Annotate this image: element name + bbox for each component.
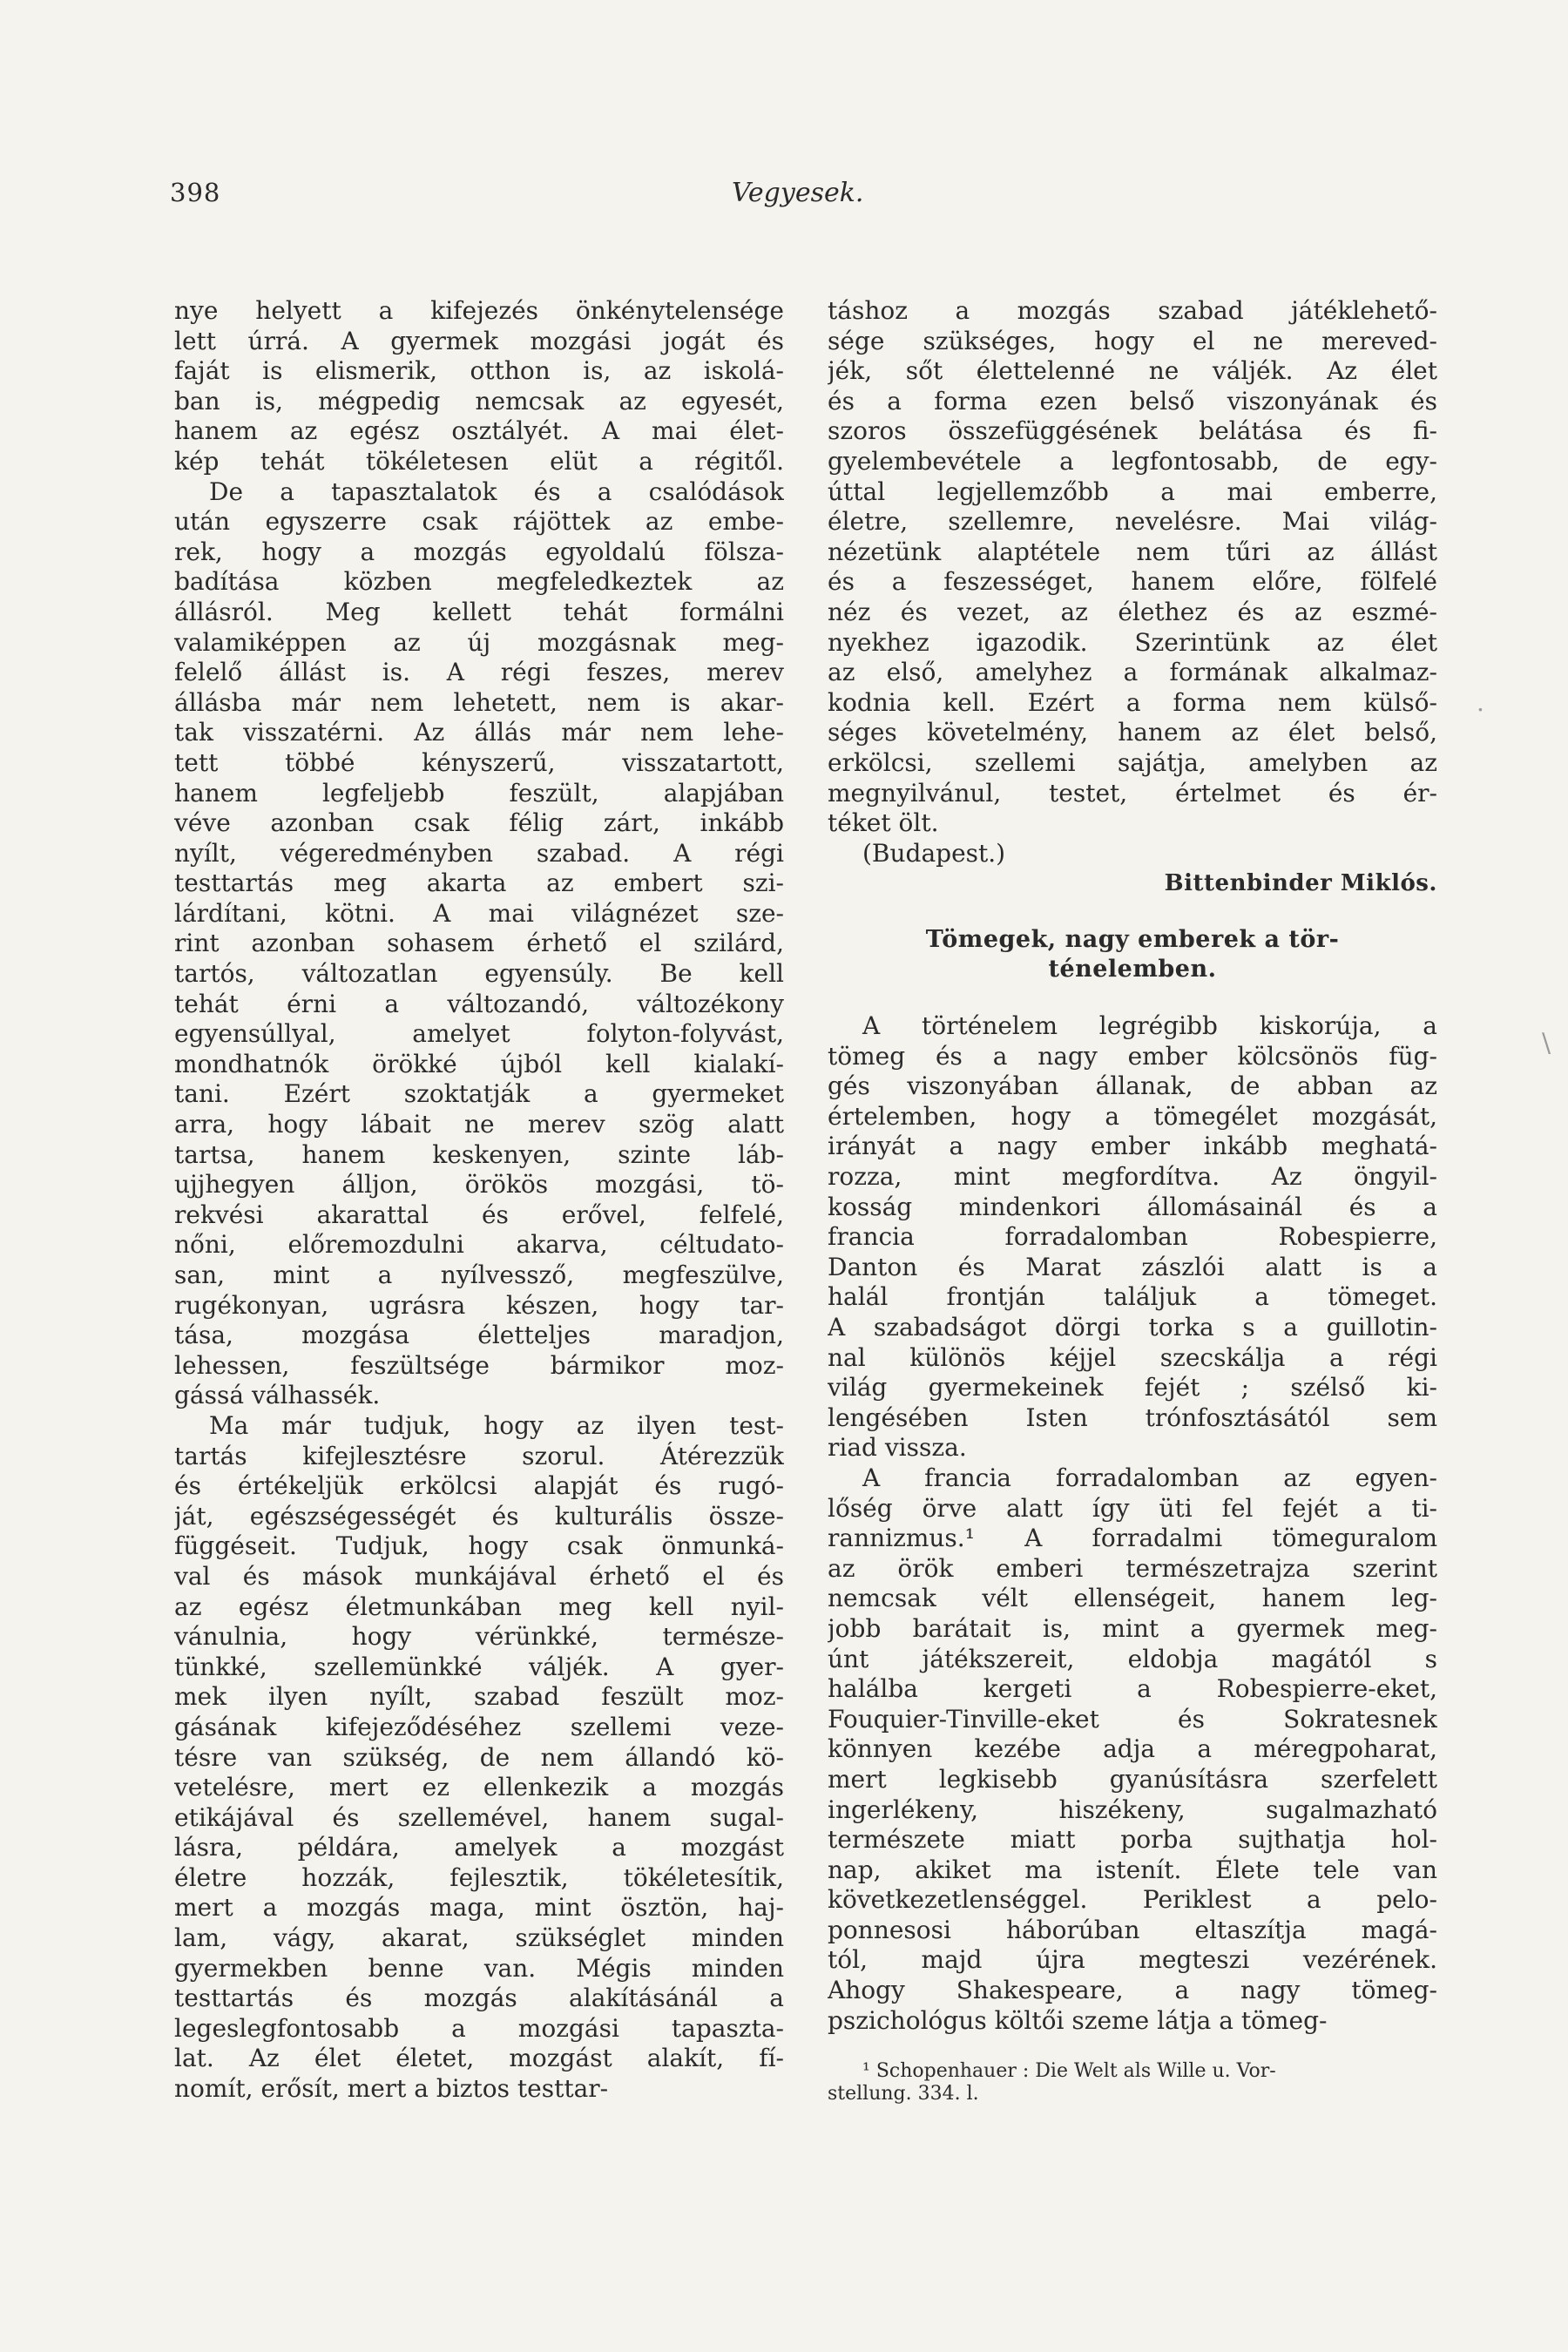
text-line: nyekhez igazodik. Szerintünk az élet: [828, 627, 1437, 657]
text-line: téket ölt.: [828, 808, 939, 838]
text-line: rint azonban sohasem érhető el szilárd,: [174, 929, 784, 958]
text-line: az örök emberi természetrajza szerint: [828, 1553, 1437, 1583]
text-line: ingerlékeny, hiszékeny, sugalmazható: [828, 1794, 1437, 1824]
text-line: nal különös kéjjel szecskálja a régi: [828, 1342, 1437, 1372]
text-line: lőség örve alatt így üti fel fejét a ti-: [828, 1493, 1437, 1523]
text-line: természete miatt porba sujthatja hol-: [828, 1825, 1437, 1855]
text-line: az első, amelyhez a formának alkalmaz-: [828, 658, 1437, 687]
text-line: De a tapasztalatok és a csalódások: [209, 476, 784, 506]
text-line: A szabadságot dörgi torka s a guillotin-: [828, 1313, 1437, 1342]
text-line: lehessen, feszültsége bármikor moz-: [174, 1350, 784, 1380]
text-line: tól, majd újra megteszi vezérének.: [828, 1945, 1437, 1975]
text-line: irányát a nagy ember inkább meghatá-: [828, 1132, 1437, 1161]
text-line: Ma már tudjuk, hogy az ilyen test-: [209, 1410, 784, 1440]
text-line: séges követelmény, hanem az élet belső,: [828, 718, 1437, 747]
text-line: az egész életmunkában meg kell nyil-: [174, 1592, 784, 1621]
text-line: tani. Ezért szoktatják a gyermeket: [174, 1079, 784, 1109]
text-line: gyelembevétele a legfontosabb, de egy-: [828, 446, 1437, 476]
footnote: [828, 2060, 1437, 2105]
text-line: kép tehát tökéletesen elüt a régitől.: [174, 446, 784, 476]
text-line: ujjhegyen álljon, örökös mozgási, tö-: [174, 1170, 784, 1200]
text-line: tehát érni a változandó, változékony: [174, 989, 784, 1018]
text-line: mek ilyen nyílt, szabad feszült moz-: [174, 1682, 784, 1712]
author-signature: Bittenbinder Miklós.: [1164, 870, 1437, 897]
text-line: hanem legfeljebb feszült, alapjában: [174, 778, 784, 808]
margin-mark-2: \: [1542, 1028, 1551, 1058]
text-line: úttal legjellemzőbb a mai emberre,: [828, 476, 1437, 506]
text-line: szoros összefüggésének belátása és fi-: [828, 416, 1437, 446]
article-end-text: [828, 296, 1437, 839]
text-line: jék, sőt élettelenné ne váljék. Az élet: [828, 356, 1437, 386]
text-line: világ gyermekeinek fejét ; szélső ki-: [828, 1373, 1437, 1402]
text-line: véve azonban csak félig zárt, inkább: [174, 808, 784, 838]
text-line: néz és vezet, az élethez és az eszmé-: [828, 597, 1437, 626]
text-line: gyermekben benne van. Mégis minden: [174, 1953, 784, 1983]
text-line: testtartás és mozgás alakításánál a: [174, 1984, 784, 2013]
article-body-text: [828, 1011, 1437, 2036]
text-line: nyílt, végeredményben szabad. A régi: [174, 838, 784, 868]
text-line: gés viszonyában állanak, de abban az: [828, 1071, 1437, 1101]
footnote-line: stellung. 334. l.: [828, 2083, 979, 2105]
text-line: lásra, példára, amelyek a mozgást: [174, 1833, 784, 1862]
text-line: mert legkisebb gyanúsításra szerfelett: [828, 1764, 1437, 1794]
text-line: állásba már nem lehetett, nem is akar-: [174, 687, 784, 717]
right-column: [828, 296, 1437, 2105]
text-line: vetelésre, mert ez ellenkezik a mozgás: [174, 1773, 784, 1802]
text-line: rozza, mint megfordítva. Az öngyil-: [828, 1162, 1437, 1192]
text-line: életre hozzák, fejlesztik, tökéletesítik,: [174, 1862, 784, 1892]
text-line: tett többé kényszerű, visszatartott,: [174, 747, 784, 777]
text-line: könnyen kezébe adja a méregpoharat,: [828, 1734, 1437, 1764]
text-line: legeslegfontosabb a mozgási tapaszta-: [174, 2013, 784, 2043]
text-line: megnyilvánul, testet, értelmet és ér-: [828, 778, 1437, 808]
article-heading: [828, 925, 1437, 985]
text-line: lam, vágy, akarat, szükséglet minden: [174, 1923, 784, 1953]
text-line: hanem az egész osztályét. A mai élet-: [174, 416, 784, 446]
text-line: nőni, előremozdulni akarva, céltudato-: [174, 1230, 784, 1260]
text-line: mert a mozgás maga, mint ösztön, haj-: [174, 1893, 784, 1923]
text-line: A francia forradalomban az egyen-: [862, 1463, 1437, 1492]
text-line: lengésében Isten trónfosztásától sem: [828, 1402, 1437, 1432]
text-line: rekvési akarattal és erővel, felfelé,: [174, 1200, 784, 1229]
text-line: badítása közben megfeledkeztek az: [174, 567, 784, 597]
text-line: értelemben, hogy a tömegélet mozgását,: [828, 1101, 1437, 1131]
text-line: tartós, változatlan egyensúly. Be kell: [174, 959, 784, 989]
text-line: után egyszerre csak rájöttek az embe-: [174, 507, 784, 537]
text-line: lárdítani, kötni. A mai világnézet sze-: [174, 898, 784, 928]
heading-line: ténelemben.: [1048, 956, 1217, 983]
text-line: ban is, mégpedig nemcsak az egyesét,: [174, 386, 784, 416]
footnote-line: ¹ Schopenhauer : Die Welt als Wille u. Vor-: [862, 2060, 1276, 2083]
text-line: tak visszatérni. Az állás már nem lehe-: [174, 718, 784, 747]
text-line: nye helyett a kifejezés önkénytelensége: [174, 296, 784, 325]
text-line: val és mások munkájával érhető el és: [174, 1561, 784, 1591]
text-line: A történelem legrégibb kiskorúja, a: [862, 1011, 1437, 1041]
text-line: ponnesosi háborúban eltaszítja magá-: [828, 1915, 1437, 1944]
text-line: pszichológus költői szeme látja a tömeg-: [828, 2005, 1328, 2035]
text-line: rannizmus.¹ A forradalmi tömeguralom: [828, 1524, 1437, 1553]
text-line: únt játékszereit, eldobja magától s: [828, 1644, 1437, 1673]
text-line: testtartás meg akarta az embert szi-: [174, 868, 784, 898]
place-line: (Budapest.): [862, 838, 1006, 868]
text-line: halálba kergeti a Robespierre-eket,: [828, 1674, 1437, 1704]
text-line: valamiképpen az új mozgásnak meg-: [174, 627, 784, 657]
running-title: Vegyesek.: [732, 178, 864, 208]
text-line: Danton és Marat zászlói alatt is a: [828, 1252, 1437, 1281]
text-line: és a feszességet, hanem előre, fölfelé: [828, 567, 1437, 597]
text-line: riad vissza.: [828, 1433, 967, 1463]
text-line: etikájával és szellemével, hanem sugal-: [174, 1802, 784, 1832]
text-line: nemcsak vélt ellenségeit, hanem leg-: [828, 1584, 1437, 1613]
text-line: lat. Az élet életet, mozgást alakít, fí-: [174, 2044, 784, 2073]
text-line: tása, mozgása életteljes maradjon,: [174, 1321, 784, 1350]
text-line: gássá válhassék.: [174, 1381, 381, 1410]
text-line: lett úrrá. A gyermek mozgási jogát és: [174, 326, 784, 355]
text-line: faját is elismerik, otthon is, az iskolá-: [174, 356, 784, 386]
left-column: [174, 296, 784, 2105]
text-line: állásról. Meg kellett tehát formálni: [174, 597, 784, 626]
text-line: kosság mindenkori állomásainál és a: [828, 1192, 1437, 1221]
text-line: Ahogy Shakespeare, a nagy tömeg-: [828, 1976, 1437, 2005]
text-line: san, mint a nyílvessző, megfeszülve,: [174, 1260, 784, 1289]
text-line: mondhatnók örökké újból kell kialakí-: [174, 1049, 784, 1078]
text-line: tartsa, hanem keskenyen, szinte láb-: [174, 1139, 784, 1169]
text-line: felelő állást is. A régi feszes, merev: [174, 658, 784, 687]
text-line: függéseit. Tudjuk, hogy csak önmunká-: [174, 1531, 784, 1561]
text-line: tartás kifejlesztésre szorul. Átérezzük: [174, 1441, 784, 1470]
text-line: gásának kifejeződéséhez szellemi veze-: [174, 1712, 784, 1741]
text-line: nap, akiket ma istenít. Élete tele van: [828, 1855, 1437, 1884]
text-line: sége szükséges, hogy el ne mereved-: [828, 326, 1437, 355]
text-line: egyensúllyal, amelyet folyton-folyvást,: [174, 1019, 784, 1049]
text-line: erkölcsi, szellemi sajátja, amelyben az: [828, 747, 1437, 777]
text-line: vánulnia, hogy vérünkké, természe-: [174, 1622, 784, 1652]
heading-line: Tömegek, nagy emberek a tör-: [925, 925, 1340, 953]
text-line: nézetünk alaptétele nem tűri az állást: [828, 537, 1437, 566]
text-line: életre, szellemre, nevelésre. Mai világ-: [828, 507, 1437, 537]
margin-mark: .: [1477, 688, 1484, 717]
text-line: tömeg és a nagy ember kölcsönös füg-: [828, 1041, 1437, 1071]
text-line: táshoz a mozgás szabad játéklehető-: [828, 296, 1437, 325]
text-line: jobb barátait is, mint a gyermek meg-: [828, 1613, 1437, 1643]
text-line: francia forradalomban Robespierre,: [828, 1222, 1437, 1252]
text-line: tünkké, szellemünkké váljék. A gyer-: [174, 1652, 784, 1681]
text-line: rugékonyan, ugrásra készen, hogy tar-: [174, 1290, 784, 1320]
text-line: és értékeljük erkölcsi alapját és rugó-: [174, 1471, 784, 1501]
text-line: és a forma ezen belső viszonyának és: [828, 386, 1437, 416]
page-number: 398: [170, 178, 221, 207]
text-line: Fouquier-Tinville-eket és Sokratesnek: [828, 1704, 1437, 1734]
text-line: rek, hogy a mozgás egyoldalú fölsza-: [174, 537, 784, 566]
text-line: tésre van szükség, de nem állandó kö-: [174, 1742, 784, 1772]
text-line: kodnia kell. Ezért a forma nem külső-: [828, 687, 1437, 717]
text-line: nomít, erősít, mert a biztos testtar-: [174, 2074, 609, 2104]
text-line: ját, egészségességét és kulturális össze-: [174, 1501, 784, 1531]
text-line: halál frontján találjuk a tömeget.: [828, 1282, 1437, 1312]
text-line: arra, hogy lábait ne merev szög alatt: [174, 1110, 784, 1139]
text-line: következetlenséggel. Periklest a pelo-: [828, 1885, 1437, 1915]
